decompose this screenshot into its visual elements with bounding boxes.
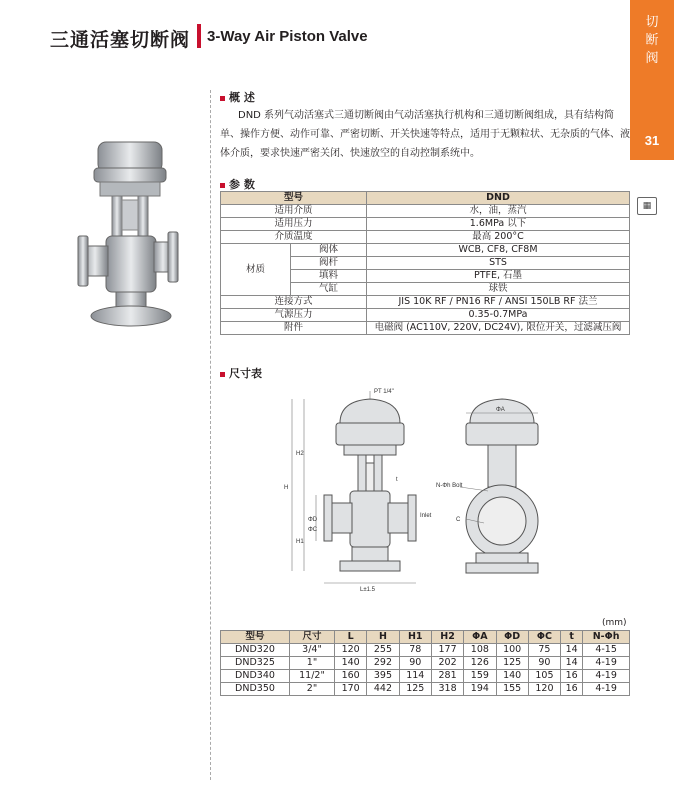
drawing-label-t: t	[396, 477, 398, 483]
table-cell: 14	[561, 657, 583, 670]
column-header: ΦC	[528, 631, 560, 644]
drawing-label-inlet: Inlet	[420, 513, 432, 519]
table-cell: 108	[464, 644, 496, 657]
column-divider	[210, 90, 211, 780]
drawing-label-c: C	[456, 517, 461, 523]
column-header: H	[367, 631, 399, 644]
column-header: ΦD	[496, 631, 528, 644]
table-cell: 140	[335, 657, 367, 670]
column-header: H2	[431, 631, 463, 644]
table-cell: 442	[367, 683, 399, 696]
column-header: L	[335, 631, 367, 644]
drawing-label-h: H	[284, 485, 289, 491]
table-cell: 125	[399, 683, 431, 696]
overview-heading: 概 述	[220, 89, 255, 105]
table-cell: 255	[367, 644, 399, 657]
column-header: 尺寸	[289, 631, 334, 644]
table-header-row	[221, 631, 630, 644]
page-title-cn: 三通活塞切断阀	[50, 29, 191, 51]
table-cell: DND350	[221, 683, 290, 696]
drawing-label-oc: ΦC	[308, 527, 318, 533]
table-cell: 160	[335, 670, 367, 683]
page-number: 31	[644, 133, 660, 148]
table-cell: 125	[496, 657, 528, 670]
table-cell: 120	[528, 683, 560, 696]
column-header: N-Φh	[583, 631, 630, 644]
table-cell: DND320	[221, 644, 290, 657]
table-cell: 4-15	[583, 644, 630, 657]
page-title-en: 3-Way Air Piston Valve	[207, 28, 368, 45]
table-cell: 14	[561, 644, 583, 657]
table-cell: 1"	[289, 657, 334, 670]
unit-label: (mm)	[602, 618, 627, 628]
category-side-tab[interactable]	[630, 0, 674, 160]
table-cell: 140	[496, 670, 528, 683]
table-row: 填料 PTFE, 石墨	[221, 270, 630, 283]
dimensions-table	[220, 630, 630, 696]
table-row: 气缸 球铁	[221, 283, 630, 296]
table-cell: 155	[496, 683, 528, 696]
table-cell: DND340	[221, 670, 290, 683]
column-header: ΦA	[464, 631, 496, 644]
category-label: 切 断 阀	[645, 15, 659, 66]
table-row: 阀杆 STS	[221, 257, 630, 270]
table-row: 气源压力 0.35-0.7MPa	[221, 309, 630, 322]
drawing-label-od: ΦD	[308, 517, 318, 523]
column-header: H1	[399, 631, 431, 644]
table-cell: 4-19	[583, 657, 630, 670]
table-cell: 170	[335, 683, 367, 696]
drawing-label-h1: H1	[296, 539, 304, 545]
drawing-label-n: N-Φh Bolt	[436, 483, 463, 489]
table-cell: 75	[528, 644, 560, 657]
table-row	[221, 670, 630, 683]
dimensions-heading: 尺寸表	[220, 365, 262, 381]
table-row: 适用压力 1.6MPa 以下	[221, 218, 630, 231]
table-row: 附件 电磁阀 (AC110V, 220V, DC24V), 限位开关，过滤减压阀	[221, 322, 630, 335]
table-cell: 194	[464, 683, 496, 696]
parameters-table	[220, 191, 630, 335]
table-row: 介质温度 最高 200°C	[221, 231, 630, 244]
table-cell: 2"	[289, 683, 334, 696]
table-row	[221, 657, 630, 670]
table-cell: 105	[528, 670, 560, 683]
drawing-label-h2: H2	[296, 451, 304, 457]
table-cell: 318	[431, 683, 463, 696]
table-cell: 90	[528, 657, 560, 670]
drawing-label-pt: PT 1/4"	[374, 389, 394, 395]
table-cell: 3/4"	[289, 644, 334, 657]
table-cell: 202	[431, 657, 463, 670]
qr-code-icon[interactable]: ▦	[637, 197, 657, 215]
table-row	[221, 683, 630, 696]
table-cell: 16	[561, 683, 583, 696]
table-cell: 292	[367, 657, 399, 670]
table-cell: 100	[496, 644, 528, 657]
table-cell: 281	[431, 670, 463, 683]
table-cell: 11/2"	[289, 670, 334, 683]
table-cell: 177	[431, 644, 463, 657]
dimension-drawing	[270, 383, 630, 603]
table-row: 适用介质 水，油，蒸汽	[221, 205, 630, 218]
table-cell: 4-19	[583, 683, 630, 696]
table-cell: 114	[399, 670, 431, 683]
table-cell: 126	[464, 657, 496, 670]
table-cell: 159	[464, 670, 496, 683]
table-row: 连接方式 JIS 10K RF / PN16 RF / ANSI 150LB RF 法兰	[221, 296, 630, 309]
table-cell: 78	[399, 644, 431, 657]
column-header: 型号	[221, 631, 290, 644]
table-cell: 90	[399, 657, 431, 670]
drawing-label-oa: ΦA	[496, 407, 505, 413]
table-cell: 16	[561, 670, 583, 683]
table-header-row: 型号 DND	[221, 192, 630, 205]
params-heading: 参 数	[220, 176, 255, 192]
table-row	[221, 644, 630, 657]
overview-text: DND 系列气动活塞式三通切断阀由气动活塞执行机构和三通切断阀组成，具有结构简单、操作方便、动作可靠、严密切断、开关快速等特点，适用于无颗粒状、无杂质的气体、液体介质，要求快速严密关闭、快速放空的自动控制系统中。	[220, 110, 630, 159]
table-cell: 120	[335, 644, 367, 657]
material-label: 材质	[221, 244, 291, 296]
title-divider	[197, 24, 201, 48]
table-cell: 395	[367, 670, 399, 683]
drawing-label-l: L±1.5	[360, 587, 375, 593]
table-cell: DND325	[221, 657, 290, 670]
table-cell: 4-19	[583, 670, 630, 683]
column-header: t	[561, 631, 583, 644]
table-row: 材质 阀体 WCB, CF8, CF8M	[221, 244, 630, 257]
valve-product-image	[72, 138, 192, 338]
